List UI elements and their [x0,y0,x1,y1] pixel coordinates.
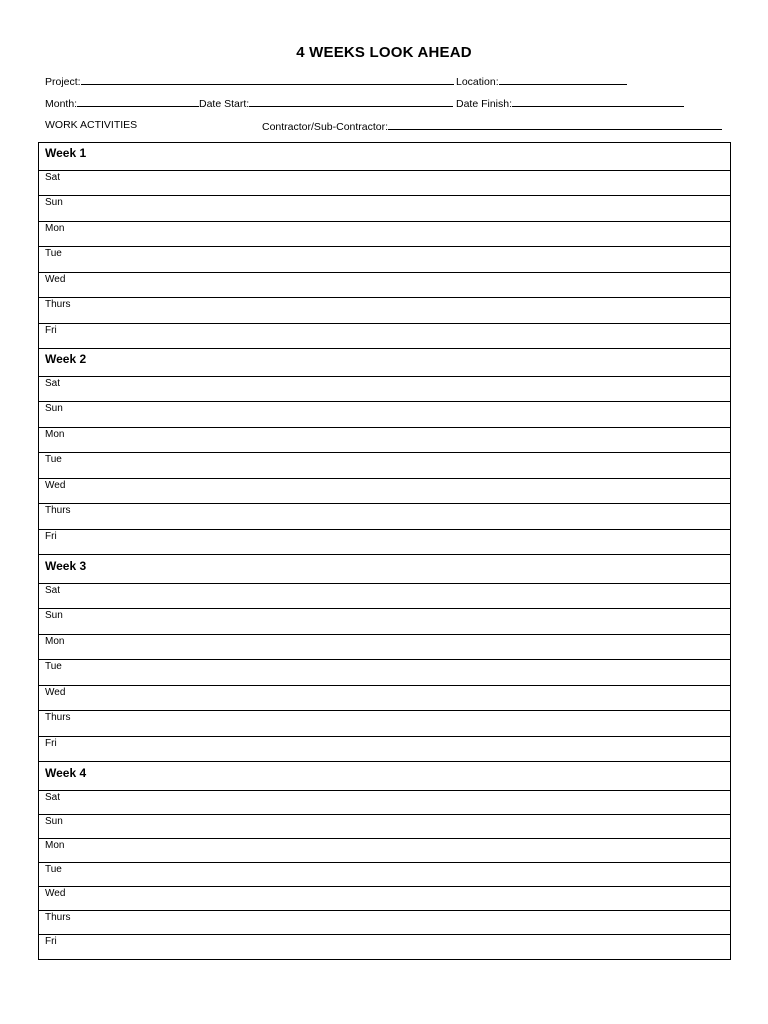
day-row[interactable] [39,222,730,247]
week-label: Week 1 [45,146,87,160]
contractor-label: Contractor/Sub-Contractor: [262,121,389,133]
day-row[interactable] [39,247,730,272]
day-row[interactable] [39,686,730,711]
week-header-row [39,556,730,584]
day-row[interactable] [39,911,730,935]
day-label: Sat [45,172,61,183]
date-finish-label: Date Finish: [456,98,513,110]
day-row[interactable] [39,609,730,634]
date-finish-blank[interactable] [512,96,684,107]
day-label: Sun [45,816,63,827]
day-label: Sun [45,403,63,415]
day-row[interactable] [39,839,730,863]
contractor-field[interactable] [262,119,722,134]
day-label: Fri [45,324,57,336]
date-start-blank[interactable] [249,96,453,107]
schedule-grid [38,142,731,960]
day-label: Mon [45,840,65,851]
week-header-row [39,143,730,171]
day-row[interactable] [39,584,730,609]
day-row[interactable] [39,402,730,427]
date-start-label: Date Start: [199,98,250,110]
day-label: Thurs [45,299,71,311]
day-label: Sun [45,197,63,209]
month-label: Month: [45,98,78,110]
day-row[interactable] [39,660,730,685]
week-header-row [39,763,730,791]
day-row[interactable] [39,479,730,504]
project-blank[interactable] [81,74,454,85]
location-blank[interactable] [499,74,627,85]
day-label: Thurs [45,712,71,724]
day-row[interactable] [39,737,730,762]
day-label: Mon [45,635,65,647]
project-label: Project: [45,76,81,88]
day-row[interactable] [39,887,730,911]
day-label: Wed [45,273,66,285]
day-row[interactable] [39,377,730,402]
project-field[interactable] [45,74,454,89]
day-row[interactable] [39,863,730,887]
month-field[interactable] [45,96,199,111]
day-row[interactable] [39,815,730,839]
day-row[interactable] [39,791,730,815]
week-label: Week 2 [45,352,87,366]
day-label: Tue [45,248,62,260]
day-label: Sat [45,585,61,596]
day-label: Mon [45,428,65,440]
day-row[interactable] [39,171,730,196]
day-label: Wed [45,479,66,491]
day-label: Thurs [45,912,71,923]
day-row[interactable] [39,324,730,349]
day-label: Thurs [45,505,71,517]
day-label: Tue [45,454,62,466]
day-row[interactable] [39,530,730,555]
day-row[interactable] [39,273,730,298]
day-row[interactable] [39,504,730,529]
location-label: Location: [456,76,499,88]
month-blank[interactable] [77,96,199,107]
location-field[interactable] [456,74,627,89]
day-row[interactable] [39,196,730,221]
day-label: Sun [45,610,63,622]
date-start-field[interactable] [199,96,453,111]
work-activities-label: WORK ACTIVITIES [45,119,138,131]
day-label: Fri [45,936,57,947]
day-row[interactable] [39,428,730,453]
week-header-row [39,349,730,377]
day-label: Fri [45,530,57,542]
day-row[interactable] [39,635,730,660]
day-row[interactable] [39,935,730,959]
day-label: Sat [45,378,61,389]
day-label: Tue [45,661,62,673]
date-finish-field[interactable] [456,96,684,111]
day-label: Mon [45,222,65,234]
day-label: Wed [45,888,66,899]
contractor-blank[interactable] [388,119,722,130]
day-label: Tue [45,864,62,875]
day-row[interactable] [39,298,730,323]
day-label: Fri [45,737,57,749]
day-label: Sat [45,792,61,803]
week-label: Week 4 [45,766,87,780]
day-row[interactable] [39,711,730,736]
day-label: Wed [45,686,66,698]
day-row[interactable] [39,453,730,478]
page-title: 4 WEEKS LOOK AHEAD [296,44,472,61]
week-label: Week 3 [45,559,87,573]
